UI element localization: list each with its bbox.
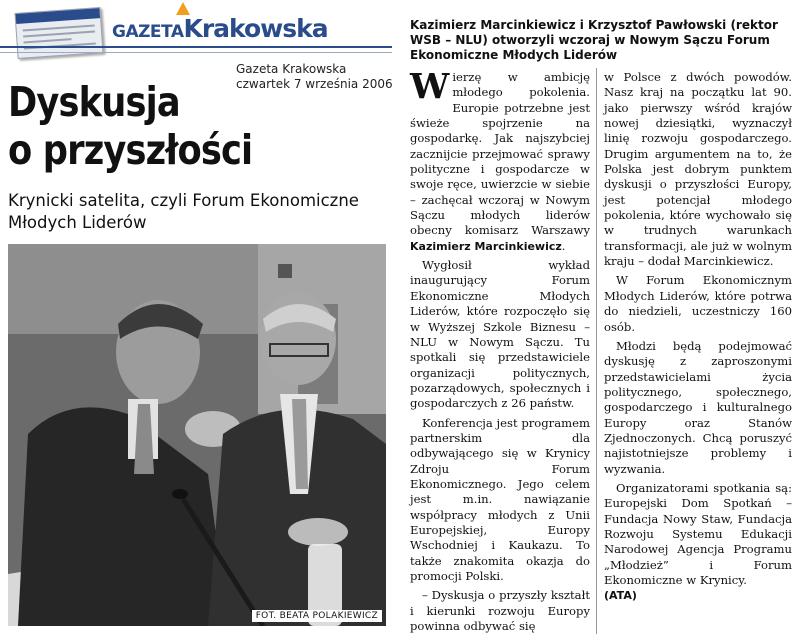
headline-line2: o przyszłości bbox=[8, 126, 253, 174]
paragraph-1 bbox=[410, 66, 590, 254]
paragraph-3: Konferencja jest programem partnerskim dla odbywającego się w Krynicy Zdroju Forum Ekonomicznego. Jego celem jest m.in. nawiązanie współpracy młodych z Unii Europejskiej, Europy Wschodniej i Kaukazu. To także znakomita okazja do promocji Polski. bbox=[410, 415, 590, 583]
paragraph-7: Młodzi będą podejmować dyskusję z zaproszonymi przedstawicielami życia politycznego, społecznego, gospodarczego i kulturalnego Europy oraz Stanów Zjednoczonych. Chcą poruszyć najistotniejsze problemy i wyzwania. bbox=[604, 338, 792, 476]
masthead-logo-part1: GAZETA bbox=[112, 22, 184, 42]
masthead-rule bbox=[0, 46, 392, 48]
subtitle-line1: Krynicki satelita, czyli Forum Ekonomiczne bbox=[8, 191, 359, 210]
paragraph-4: – Dyskusja o przyszły kształt i kierunki rozwoju Europy powinna odbywać się bbox=[410, 588, 590, 634]
paragraph-8-text: Organizatorami spotkania są: Europejski Dom Spotkań – Fundacja Nowy Staw, Fundacja Rozwoju Systemu Edukacji Narodowej Agencja Programu „Młodzież” i Forum Ekonomiczne w Krynicy. bbox=[604, 480, 792, 587]
photo-credit: FOT. BEATA POLAKIEWICZ bbox=[252, 610, 382, 622]
masthead-logo-part2: Krakowska bbox=[183, 14, 328, 43]
column-divider bbox=[596, 68, 597, 634]
source-paper: Gazeta Krakowska bbox=[236, 62, 347, 76]
paragraph-5: w Polsce z dwóch powodów. Nasz kraj na początku lat 90. jako pierwszy wśród krajów nowej dziesiątki, wyznaczył linię rozwoju gospodarczego. Drugim argumentem na to, że Polska jest dobrym punktem dyskusji o przyszłości Europy, jest potencjał młodego pokolenia, które wychowało się w trudnych warunkach transformacji, ale już w wolnym kraju – dodał Marcinkiewicz. bbox=[604, 70, 792, 269]
article-column-2 bbox=[604, 70, 792, 604]
paragraph-1-text: ierzę w ambicję młodego pokolenia. Europie potrzebne jest świeże spojrzenie na gospodarkę. Jak najszybciej zacznijcie przejmować sprawy polityczne i gospodarcze w swoje ręce, uwierzcie w siebie – zachęcał wczoraj w Nowym Sączu młodych liderów obecny komisarz Warszawy bbox=[410, 70, 590, 238]
photo-scene bbox=[8, 244, 386, 626]
article-lead: Kazimierz Marcinkiewicz i Krzysztof Pawłowski (rektor WSB – NLU) otworzyli wczoraj w Nowym Sączu Forum Ekonomiczne Młodych Liderów bbox=[410, 18, 778, 62]
author-signature: (ATA) bbox=[604, 589, 637, 603]
source-date: czwartek 7 września 2006 bbox=[236, 77, 393, 91]
paragraph-6: W Forum Ekonomicznym Młodych Liderów, które potrwa do niedzieli, uczestniczy 160 osób. bbox=[604, 273, 792, 334]
paragraph-2: Wygłosił wykład inaugurujący Forum Ekonomiczne Młodych Liderów, które rozpoczęło się w Wyższej Szkole Biznesu – NLU w Nowym Sączu. Tu spotkali się przedstawiciele organizacji politycznych, pozarządowych, społecznych i gospodarczych z 26 państw. bbox=[410, 258, 590, 411]
masthead-logo bbox=[112, 14, 328, 43]
masthead-rule-thin bbox=[0, 52, 392, 53]
subtitle-line2: Młodych Liderów bbox=[8, 213, 147, 232]
paragraph-8 bbox=[604, 481, 792, 604]
article-headline bbox=[8, 78, 252, 174]
headline-line1: Dyskusja bbox=[8, 78, 180, 126]
article-subtitle bbox=[8, 190, 359, 234]
article-column-1 bbox=[410, 66, 590, 634]
article-photo bbox=[8, 244, 386, 626]
dropcap: W bbox=[410, 66, 450, 107]
paragraph-1-end: . bbox=[561, 238, 566, 253]
person-name: Kazimierz Marcinkiewicz bbox=[410, 239, 562, 253]
